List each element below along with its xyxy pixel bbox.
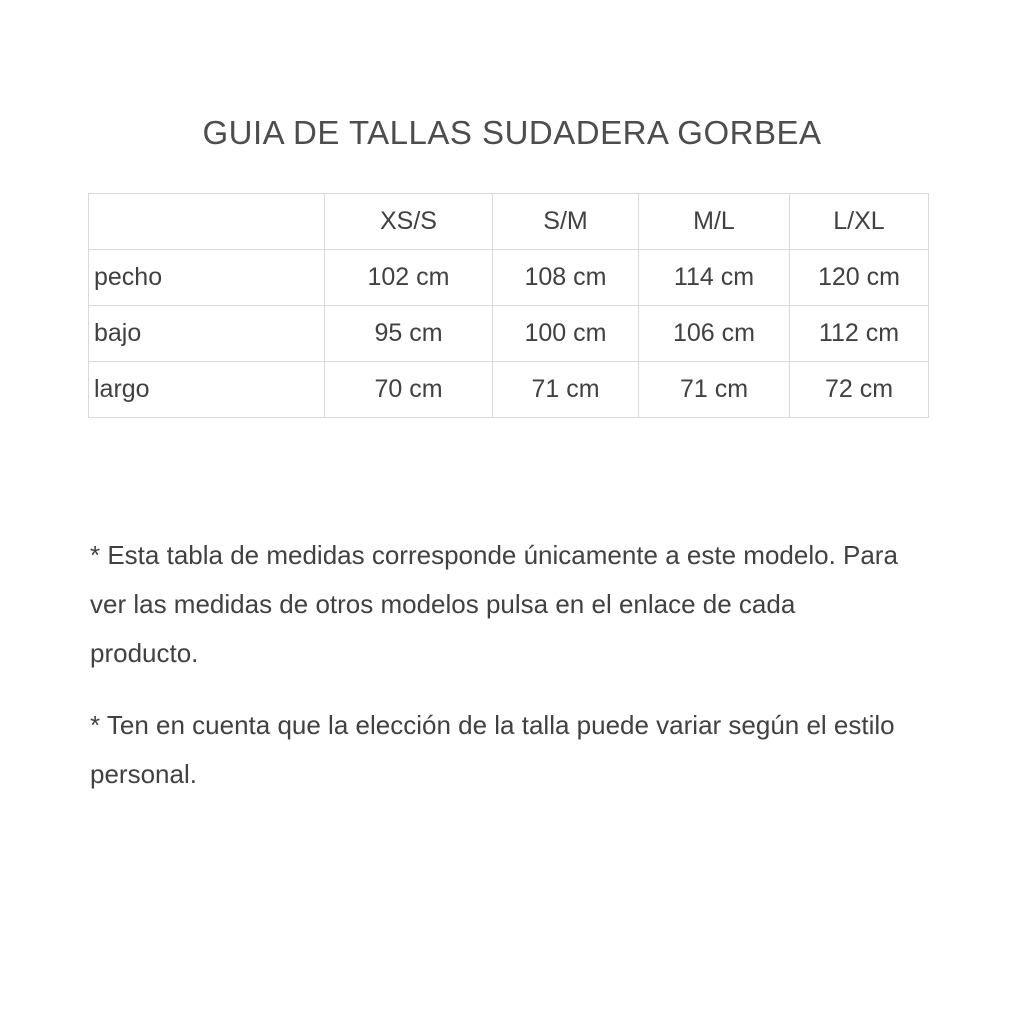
row-label-largo: largo: [89, 362, 325, 418]
measurement-largo-xs-s: 70 cm: [325, 362, 493, 418]
page-title: GUIA DE TALLAS SUDADERA GORBEA: [202, 114, 822, 151]
table-row-largo: [89, 362, 929, 418]
note-fit-style: * Ten en cuenta que la elección de la talla puede variar según el estilo personal.: [90, 710, 895, 789]
measurement-bajo-m-l: 106 cm: [639, 306, 790, 362]
size-table-header-row: [89, 194, 929, 250]
measurement-pecho-m-l: 114 cm: [639, 250, 790, 306]
measurement-pecho-l-xl: 120 cm: [790, 250, 929, 306]
size-table-corner-cell: [89, 194, 325, 250]
table-row-pecho: [89, 250, 929, 306]
size-table: [88, 193, 929, 418]
row-label-pecho: pecho: [89, 250, 325, 306]
measurement-largo-l-xl: 72 cm: [790, 362, 929, 418]
measurement-bajo-l-xl: 112 cm: [790, 306, 929, 362]
table-row-bajo: [89, 306, 929, 362]
row-label-bajo: bajo: [89, 306, 325, 362]
size-column-header-xs-s: XS/S: [325, 194, 493, 250]
size-column-header-s-m: S/M: [493, 194, 639, 250]
notes-section: [90, 531, 904, 822]
measurement-bajo-xs-s: 95 cm: [325, 306, 493, 362]
size-column-header-m-l: M/L: [639, 194, 790, 250]
measurement-largo-s-m: 71 cm: [493, 362, 639, 418]
note-model-specific: * Esta tabla de medidas corresponde únicamente a este modelo. Para ver las medidas de otros modelos pulsa en el enlace de cada producto.: [90, 540, 898, 668]
measurement-pecho-s-m: 108 cm: [493, 250, 639, 306]
size-column-header-l-xl: L/XL: [790, 194, 929, 250]
measurement-pecho-xs-s: 102 cm: [325, 250, 493, 306]
measurement-largo-m-l: 71 cm: [639, 362, 790, 418]
measurement-bajo-s-m: 100 cm: [493, 306, 639, 362]
